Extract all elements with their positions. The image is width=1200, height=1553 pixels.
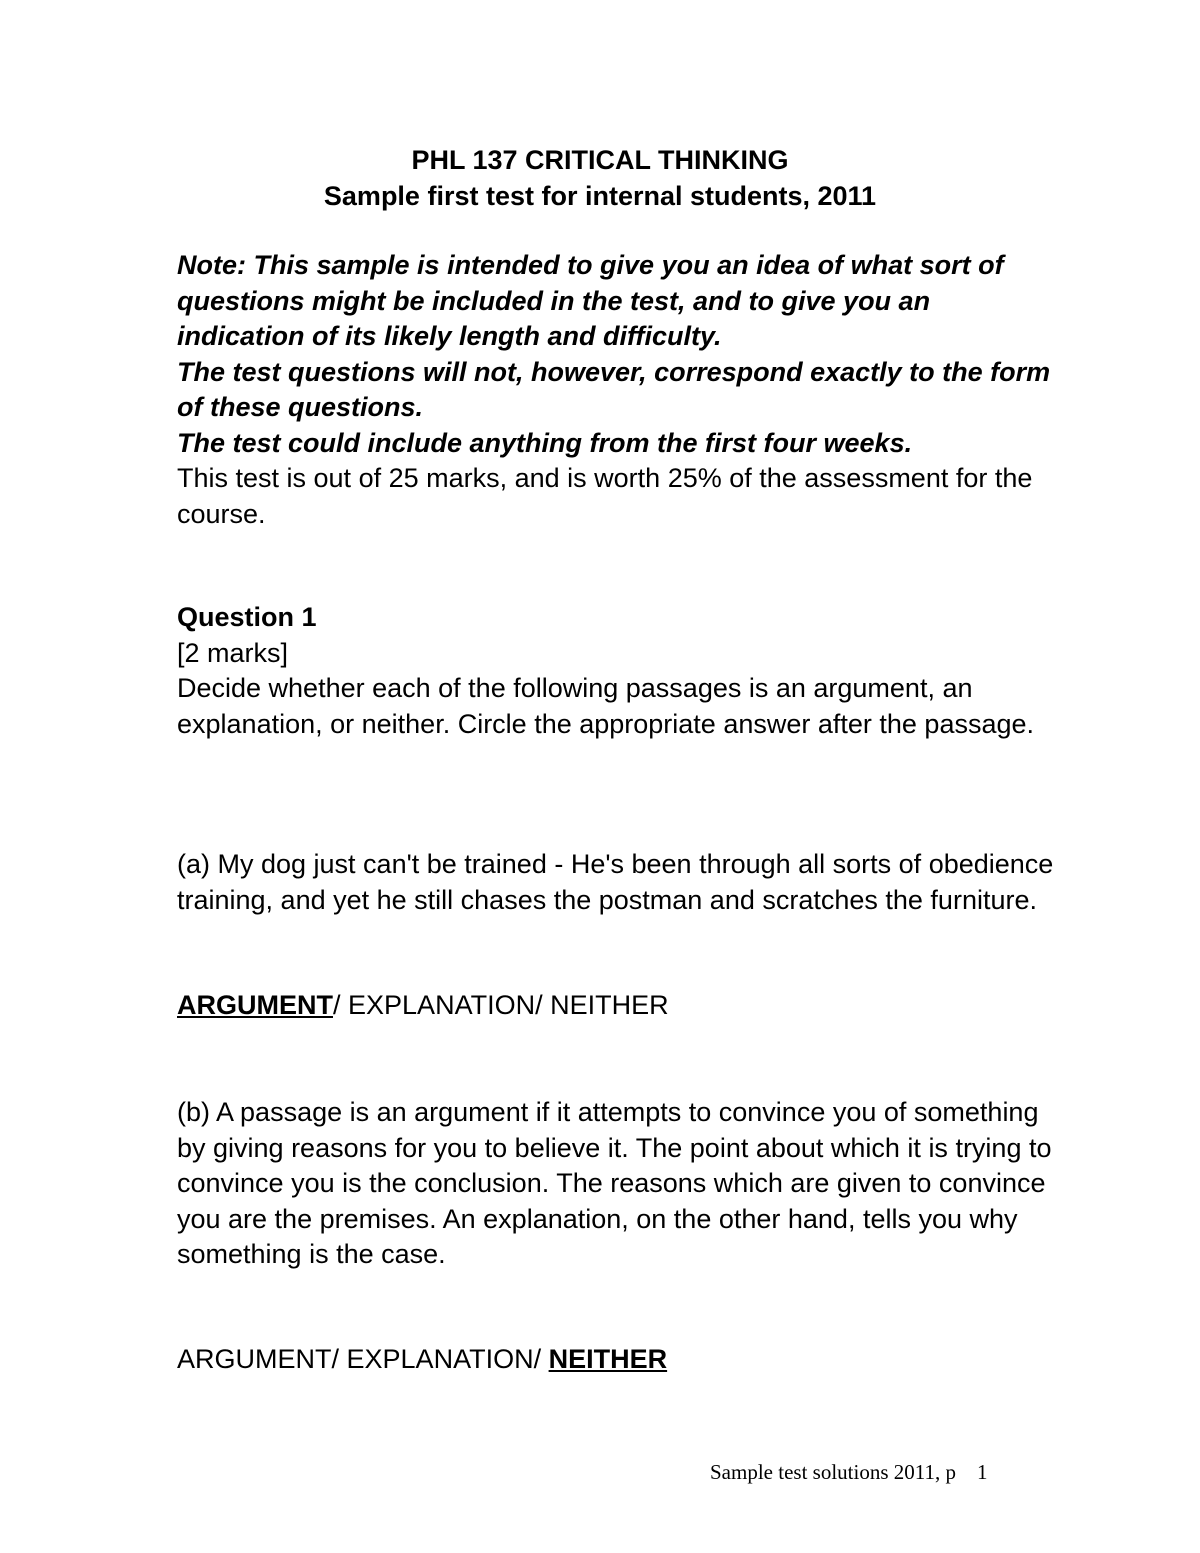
answer-a-explanation[interactable]: EXPLANATION (348, 990, 536, 1020)
answer-b-argument[interactable]: ARGUMENT (177, 1344, 332, 1374)
question-instructions: Decide whether each of the following passages is an argument, an explanation, or neither. Circle the appropriate answer after the passage. (177, 673, 1035, 739)
page-footer: Sample test solutions 2011, p 1 (710, 1460, 988, 1484)
note-line-scope: The test could include anything from the first four weeks. (177, 427, 913, 458)
answer-b-explanation[interactable]: EXPLANATION (346, 1344, 534, 1374)
passage-b (177, 1095, 1057, 1273)
question-heading: Question 1 (177, 602, 317, 632)
course-title: PHL 137 CRITICAL THINKING (411, 145, 789, 175)
note-line-intent: Note: This sample is intended to give you an idea of what sort of questions might be included in the test, and to give you an indication of its likely length and difficulty. (177, 250, 1004, 351)
answer-a-separator-1: / (333, 990, 349, 1020)
note-line-form: The test questions will not, however, correspond exactly to the form of these questions. (177, 356, 1051, 422)
passage-a-text: (a) My dog just can't be trained - He's been through all sorts of obedience training, and yet he still chases the postman and scratches the furniture. (177, 849, 1054, 915)
question-1 (177, 600, 1057, 742)
passage-a (177, 847, 1057, 918)
note-marks-info: This test is out of 25 marks, and is worth 25% of the assessment for the course. (177, 463, 1033, 529)
answer-a-neither[interactable]: NEITHER (550, 990, 669, 1020)
question-marks: [2 marks] (177, 637, 289, 668)
test-subtitle: Sample first test for internal students, 2011 (323, 181, 877, 211)
answer-a-separator-2: / (535, 990, 551, 1020)
test-note (177, 248, 1057, 532)
answer-b-separator-2: / (533, 1344, 549, 1374)
document-header (0, 142, 1200, 214)
answer-options-b (177, 1342, 1057, 1378)
answer-b-separator-1: / (331, 1344, 347, 1374)
passage-b-text: (b) A passage is an argument if it attempts to convince you of something by giving reasons for you to believe it. The point about which it is trying to convince you is the conclusion. The reasons which are given to convince you are the premises. An explanation, on the other hand, tells you why something is the case. (177, 1097, 1052, 1269)
answer-a-argument[interactable]: ARGUMENT (177, 990, 333, 1020)
answer-options-a (177, 988, 1057, 1024)
answer-b-neither[interactable]: NEITHER (548, 1344, 668, 1374)
